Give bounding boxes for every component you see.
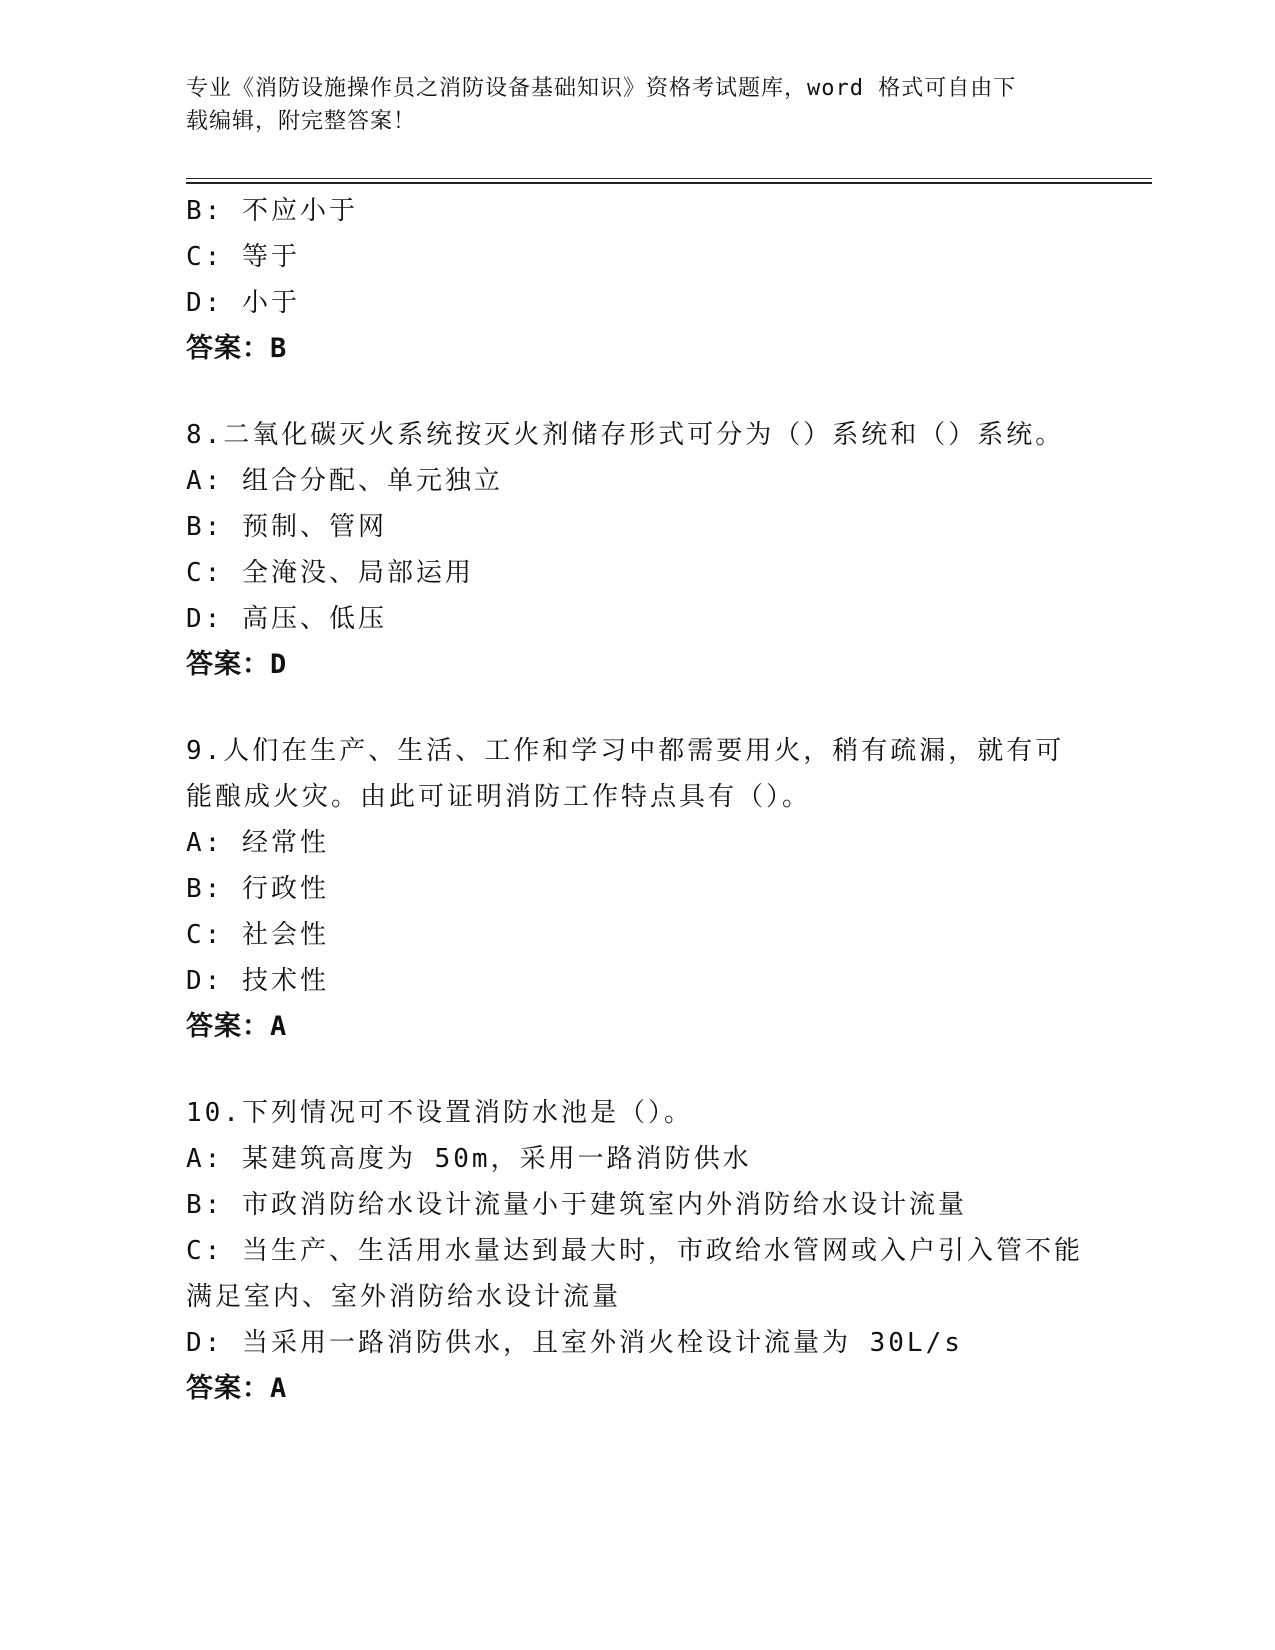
option-a: A: 组合分配、单元独立	[186, 466, 503, 496]
header-divider-thin	[186, 178, 1152, 179]
document-header	[186, 72, 1066, 138]
option-b: B: 不应小于	[186, 196, 358, 226]
option-d: D: 技术性	[186, 966, 329, 996]
option-c: C: 等于	[186, 242, 300, 272]
question-stem-continued: 能酿成火灾。由此可证明消防工作特点具有（）。	[186, 782, 812, 812]
question-8	[186, 412, 1086, 688]
question-stem: 10.下列情况可不设置消防水池是（）。	[186, 1098, 693, 1128]
option-c: C: 社会性	[186, 920, 329, 950]
answer-line: 答案：D	[186, 649, 288, 680]
spacer	[186, 688, 1086, 728]
header-line-2: 载编辑，附完整答案！	[186, 109, 417, 134]
option-d: D: 高压、低压	[186, 604, 387, 634]
question-10	[186, 1090, 1086, 1412]
question-stem: 9.人们在生产、生活、工作和学习中都需要用火，稍有疏漏，就有可	[186, 736, 1065, 766]
header-line-1: 专业《消防设施操作员之消防设备基础知识》资格考试题库，word 格式可自由下	[186, 76, 1017, 101]
question-7-continuation	[186, 188, 1086, 372]
option-d: D: 小于	[186, 288, 300, 318]
answer-line: 答案：B	[186, 333, 288, 364]
question-9	[186, 728, 1086, 1050]
header-divider-thick	[186, 182, 1152, 184]
spacer	[186, 1050, 1086, 1090]
option-c-continued: 满足室内、室外消防给水设计流量	[186, 1282, 622, 1312]
option-b: B: 行政性	[186, 874, 329, 904]
question-stem: 8.二氧化碳灭火系统按灭火剂储存形式可分为（）系统和（）系统。	[186, 420, 1065, 450]
question-list	[186, 188, 1086, 1412]
option-d: D: 当采用一路消防供水，且室外消火栓设计流量为 30L/s	[186, 1328, 963, 1358]
option-a: A: 经常性	[186, 828, 329, 858]
answer-line: 答案：A	[186, 1373, 288, 1404]
spacer	[186, 372, 1086, 412]
option-b: B: 市政消防给水设计流量小于建筑室内外消防给水设计流量	[186, 1190, 967, 1220]
option-a: A: 某建筑高度为 50m，采用一路消防供水	[186, 1144, 752, 1174]
option-b: B: 预制、管网	[186, 512, 387, 542]
option-c: C: 当生产、生活用水量达到最大时，市政给水管网或入户引入管不能	[186, 1236, 1083, 1266]
option-c: C: 全淹没、局部运用	[186, 558, 474, 588]
answer-line: 答案：A	[186, 1011, 288, 1042]
